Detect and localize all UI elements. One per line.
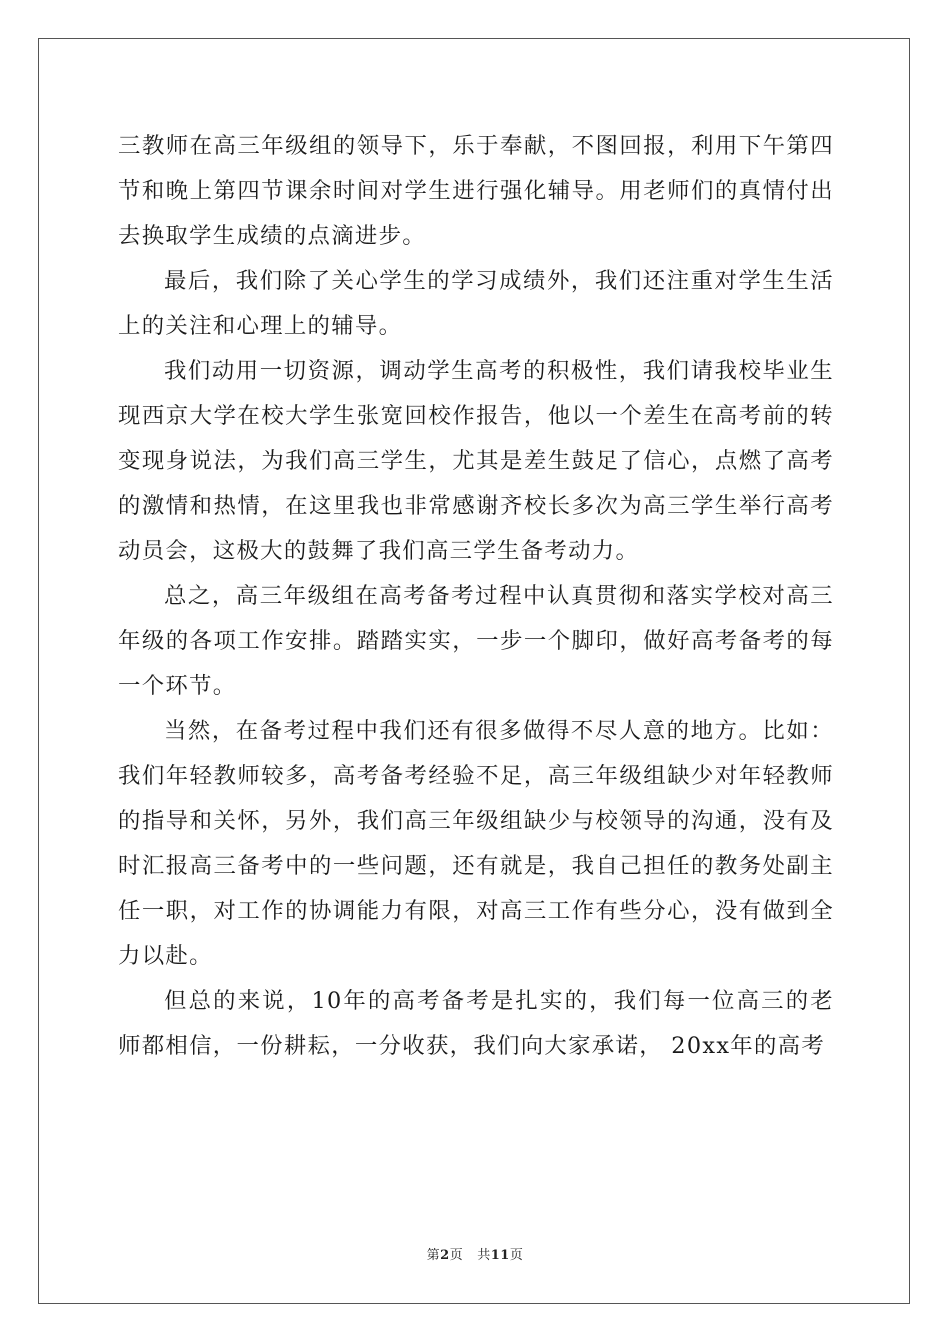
current-page-number: 2 <box>440 1248 450 1263</box>
paragraph: 最后，我们除了关心学生的学习成绩外，我们还注重对学生生活上的关注和心理上的辅导。 <box>118 268 834 339</box>
paragraph: 当然，在备考过程中我们还有很多做得不尽人意的地方。比如：我们年轻教师较多，高考备考经验不足，高三年级组缺少对年轻教师的指导和关怀，另外，我们高三年级组缺少与校领导的沟通，没有及时汇报高三备考中的一些问题，还有就是，我自己担任的教务处副主任一职，对工作的协调能力有限，对高三工作有些分心，没有做到全力以赴。 <box>118 718 834 969</box>
total-pages-number: 11 <box>490 1248 510 1263</box>
paragraph: 我们动用一切资源，调动学生高考的积极性，我们请我校毕业生现西京大学在校大学生张宽回校作报告，他以一个差生在高考前的转变现身说法，为我们高三学生，尤其是差生鼓足了信心，点燃了高考的激情和热情，在这里我也非常感谢齐校长多次为高三学生举行高考动员会，这极大的鼓舞了我们高三学生备考动力。 <box>118 358 834 564</box>
page-footer <box>0 1244 950 1263</box>
total-pages-indicator: 共11页 <box>477 1248 524 1263</box>
page-indicator: 第2页 <box>426 1248 464 1263</box>
paragraph-continued: 三教师在高三年级组的领导下，乐于奉献，不图回报，利用下午第四节和晚上第四节课余时间对学生进行强化辅导。用老师们的真情付出去换取学生成绩的点滴进步。 <box>118 133 834 249</box>
document-body <box>118 124 834 1069</box>
paragraph: 总之，高三年级组在高考备考过程中认真贯彻和落实学校对高三年级的各项工作安排。踏踏实实，一步一个脚印，做好高考备考的每一个环节。 <box>118 583 834 699</box>
paragraph: 但总的来说，10年的高考备考是扎实的，我们每一位高三的老师都相信，一份耕耘，一分收获，我们向大家承诺， 20xx年的高考 <box>118 988 834 1059</box>
